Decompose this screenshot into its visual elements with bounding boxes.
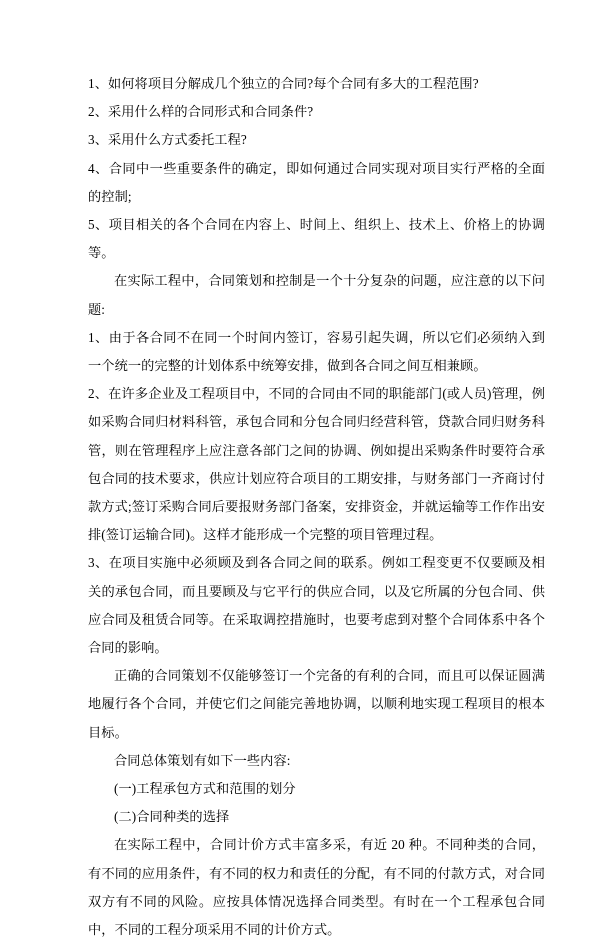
paragraph: 1、如何将项目分解成几个独立的合同?每个合同有多大的工程范围? bbox=[88, 76, 479, 91]
paragraph: 在实际工程中，合同策划和控制是一个十分复杂的问题，应注意的以下问题: bbox=[88, 273, 545, 317]
paragraph: 5、项目相关的各个合同在内容上、时间上、组织上、技术上、价格上的协调等。 bbox=[88, 217, 545, 261]
paragraph: (一)工程承包方式和范围的划分 bbox=[114, 781, 296, 797]
paragraph: 3、在项目实施中必须顾及到各合同之间的联系。例如工程变更不仅要顾及相关的承包合同，而且要顾及与它平行的供应合同，以及它所属的分包合同、供应合同及租赁合同等。在采取调控措施时，也要考虑到对整个合同体系中各个合同的影响。 bbox=[88, 555, 545, 656]
paragraph: 4、合同中一些重要条件的确定，即如何通过合同实现对项目实行严格的全面的控制; bbox=[88, 160, 545, 204]
paragraph: 正确的合同策划不仅能够签订一个完备的有利的合同，而且可以保证圆满地履行各个合同，并使它们之间能完善地协调，以顺利地实现工程项目的根本目标。 bbox=[88, 668, 545, 740]
paragraph: 在实际工程中，合同计价方式丰富多采，有近 20 种。不同种类的合同，有不同的应用条件，有不同的权力和责任的分配，有不同的付款方式，对合同双方有不同的风险。应按具体情况选择合同类型。有时在一个工程承包合同中，不同的工程分项采用不同的计价方式。 bbox=[88, 837, 545, 938]
paragraph: 1、由于各合同不在同一个时间内签订，容易引起失调，所以它们必须纳入到一个统一的完整的计划体系中统筹安排，做到各合同之间互相兼顾。 bbox=[88, 329, 545, 374]
paragraph: 2、在许多企业及工程项目中，不同的合同由不同的职能部门(或人员)管理，例如采购合同归材料科管，承包合同和分包合同归经营科管，贷款合同归财务科管，则在管理程序上应注意各部门之间的协调、例如提出采购条件时要符合承包合同的技术要求，供应计划应符合项目的工期安排，与财务部门一齐商讨付款方式;签订采购合同后要报财务部门备案，安排资金，并就运输等工作作出安排(签订运输合同)。这样才能形成一个完整的项目管理过程。 bbox=[88, 386, 545, 543]
paragraph: 2、采用什么样的合同形式和合同条件? bbox=[88, 104, 314, 120]
paragraph: 3、采用什么方式委托工程? bbox=[88, 132, 247, 148]
document-body bbox=[88, 70, 545, 944]
paragraph: (二)合同种类的选择 bbox=[114, 809, 230, 825]
paragraph: 合同总体策划有如下一些内容: bbox=[114, 752, 291, 768]
